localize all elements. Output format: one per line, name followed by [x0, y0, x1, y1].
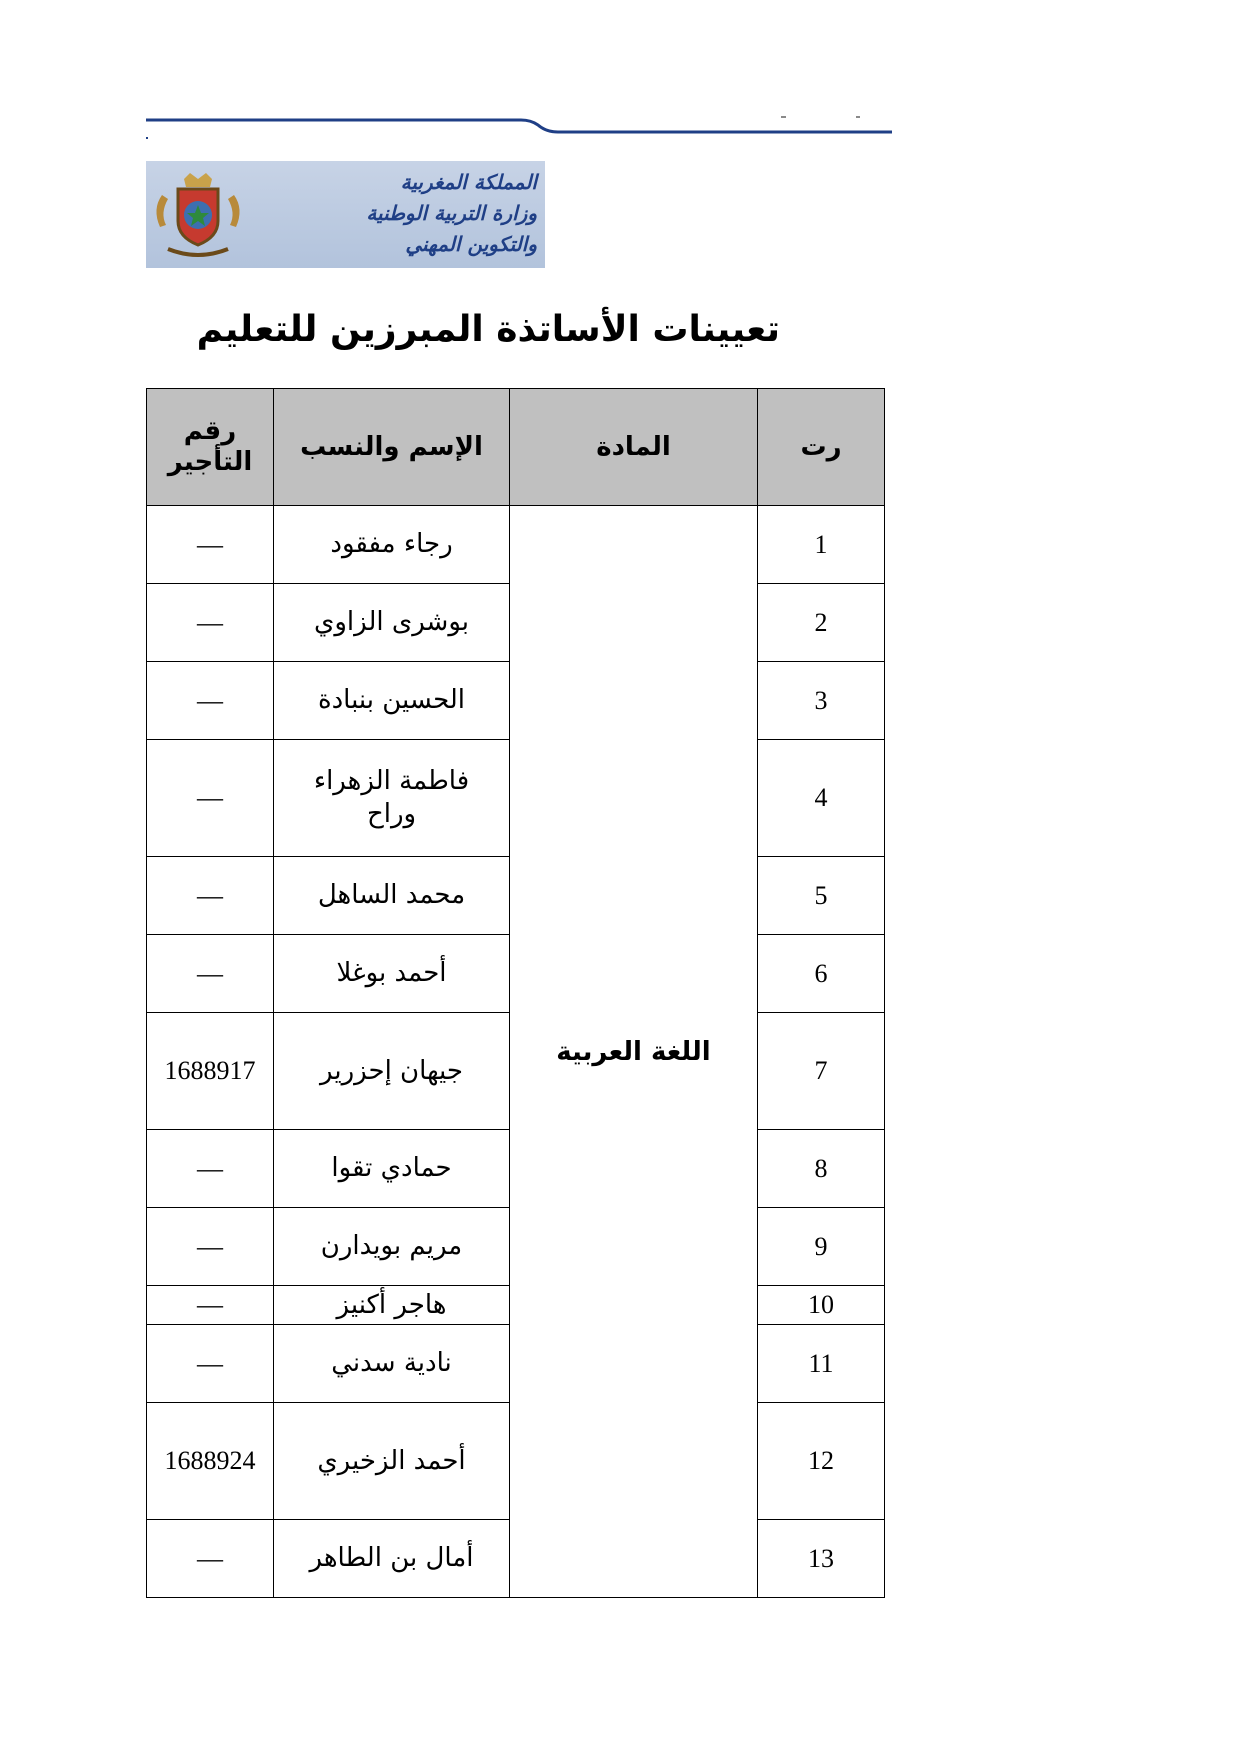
number-cell: 2: [758, 584, 885, 662]
registration-cell: 1688917: [147, 1013, 274, 1130]
name-cell: أمال بن الطاهر: [274, 1520, 510, 1598]
registration-cell: —: [147, 740, 274, 857]
moroccan-coat-of-arms-icon: [148, 169, 248, 261]
registration-cell: 1688924: [147, 1403, 274, 1520]
logo-text-line-1: المملكة المغربية: [400, 170, 537, 194]
name-cell: نادية سدني: [274, 1325, 510, 1403]
name-cell: بوشرى الزاوي: [274, 584, 510, 662]
table-row: [147, 506, 885, 584]
registration-cell: —: [147, 1286, 274, 1325]
registration-cell: —: [147, 935, 274, 1013]
number-cell: 6: [758, 935, 885, 1013]
table-header-row: [147, 389, 885, 506]
number-cell: 5: [758, 857, 885, 935]
number-cell: 3: [758, 662, 885, 740]
registration-cell: —: [147, 1520, 274, 1598]
ministry-logo: [146, 161, 545, 268]
name-cell: أحمد بوغلا: [274, 935, 510, 1013]
appointments-table: [146, 388, 885, 1598]
registration-cell: —: [147, 662, 274, 740]
logo-text-line-2: وزارة التربية الوطنية: [366, 201, 537, 225]
registration-cell: —: [147, 584, 274, 662]
subject-cell: اللغة العربية: [510, 506, 758, 1598]
name-cell: جيهان إحزرير: [274, 1013, 510, 1130]
number-cell: 11: [758, 1325, 885, 1403]
logo-text-line-3: والتكوين المهني: [405, 232, 537, 256]
registration-cell: —: [147, 1130, 274, 1208]
header-number: رت: [758, 389, 885, 506]
registration-cell: —: [147, 1208, 274, 1286]
name-cell: فاطمة الزهراء وراح: [274, 740, 510, 857]
page-title: تعيينات الأساتذة المبرزين للتعليم: [196, 309, 780, 350]
name-cell: مريم بويدارن: [274, 1208, 510, 1286]
header-registration: رقم التأجير: [147, 389, 274, 506]
header-rule: [146, 112, 892, 142]
name-cell: رجاء مفقود: [274, 506, 510, 584]
number-cell: 8: [758, 1130, 885, 1208]
number-cell: 12: [758, 1403, 885, 1520]
registration-cell: —: [147, 506, 274, 584]
header-subject: المادة: [510, 389, 758, 506]
number-cell: 4: [758, 740, 885, 857]
registration-cell: —: [147, 1325, 274, 1403]
number-cell: 13: [758, 1520, 885, 1598]
registration-cell: —: [147, 857, 274, 935]
number-cell: 10: [758, 1286, 885, 1325]
number-cell: 9: [758, 1208, 885, 1286]
name-cell: حمادي تقوا: [274, 1130, 510, 1208]
name-cell: محمد الساهل: [274, 857, 510, 935]
number-cell: 7: [758, 1013, 885, 1130]
header-name: الإسم والنسب: [274, 389, 510, 506]
name-cell: الحسين بنبادة: [274, 662, 510, 740]
name-cell: هاجر أكنيز: [274, 1286, 510, 1325]
name-cell: أحمد الزخيري: [274, 1403, 510, 1520]
number-cell: 1: [758, 506, 885, 584]
